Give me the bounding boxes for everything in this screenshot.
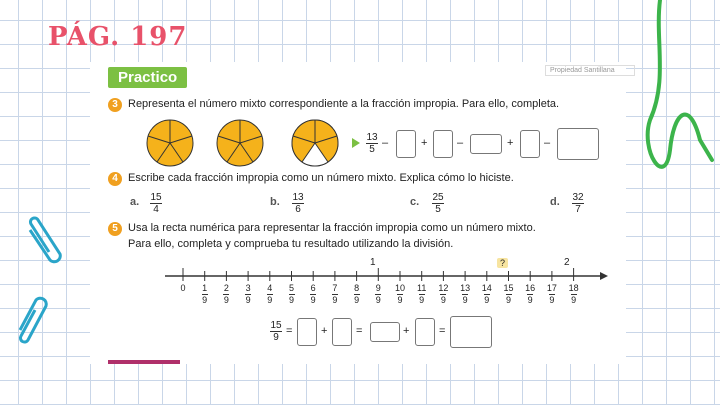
answer-box[interactable] [450,316,492,348]
fraction: 13 6 [292,192,304,215]
answer-box[interactable] [415,318,435,346]
answer-box[interactable] [297,318,317,346]
exercise-text: Escribe cada fracción impropia como un número mixto. Explica cómo lo hiciste. [128,172,514,184]
tick-label: 17 9 [546,283,557,305]
page-title: PÁG. 197 [48,22,188,52]
exercise-number: 3 [108,98,122,112]
tick-label: 8 9 [354,283,360,305]
tick-label: 7 9 [332,283,338,305]
fraction-13-5: 13 5 [366,132,378,155]
exercise-number: 5 [108,222,122,236]
tick-label: 6 9 [310,283,316,305]
tick-label: 15 9 [503,283,514,305]
tick-label: 10 9 [394,283,405,305]
tick-label: 13 9 [460,283,471,305]
tick-label: 3 9 [245,283,251,305]
tick-label: 5 9 [288,283,294,305]
tick-label: 16 9 [525,283,536,305]
whole-label-1: 1 [370,257,376,268]
exercise-text: Usa la recta numérica para representar la fracción impropia como un número mixto. [128,222,536,234]
question-mark: ? [497,258,508,268]
tick-label: 1 9 [202,283,208,305]
exercise-text: Representa el número mixto correspondiente a la fracción impropia. Para ello, completa. [128,98,560,110]
tick-label: 2 9 [223,283,229,305]
exercise-text: Para ello, completa y comprueba tu resultado utilizando la división. [128,238,454,250]
bottom-accent [108,360,180,364]
fraction-15-9: 15 9 [270,320,282,343]
tick-label: 4 9 [267,283,273,305]
fraction: 32 7 [572,192,584,215]
publisher-note: Propiedad Santillana [545,65,635,76]
answer-box[interactable] [370,322,400,342]
tick-label: 18 9 [568,283,579,305]
tick-label: 12 9 [438,283,449,305]
tick-label: 11 9 [417,283,427,305]
answer-box[interactable] [332,318,352,346]
worksheet: Practico Propiedad Santillana 3 Representa el número mixto correspondiente a la fracción impropia. Para ello, completa. 13 5 – + – + – 4 Escribe cada fracción impropia como un número mixto. Explica cómo lo hiciste. a. 15 4 b. 13 6 c. 25 5 d. 32 7 5 Usa la recta numérica para representar la fracción impropia como un número mixto. Para ello, completa y comprueba tu resultado utilizando la división. 1 ? 2 0 1 9 2 9 3 9 4 9 5 9 6 9 7 9 8 9 9 9 10 9 11 9 12 9 13 9 14 9 15 9 16 9 17 9 18 9 15 9 = + = + = [90,62,626,364]
number-line [90,62,626,364]
fraction: 25 5 [432,192,444,215]
whole-label-2: 2 [564,257,570,268]
tick-label: 14 9 [481,283,492,305]
tick-label: 9 9 [375,283,381,305]
tick-label: 0 [180,283,186,293]
section-badge: Practico [108,67,187,88]
exercise-number: 4 [108,172,122,186]
fraction: 15 4 [150,192,162,215]
